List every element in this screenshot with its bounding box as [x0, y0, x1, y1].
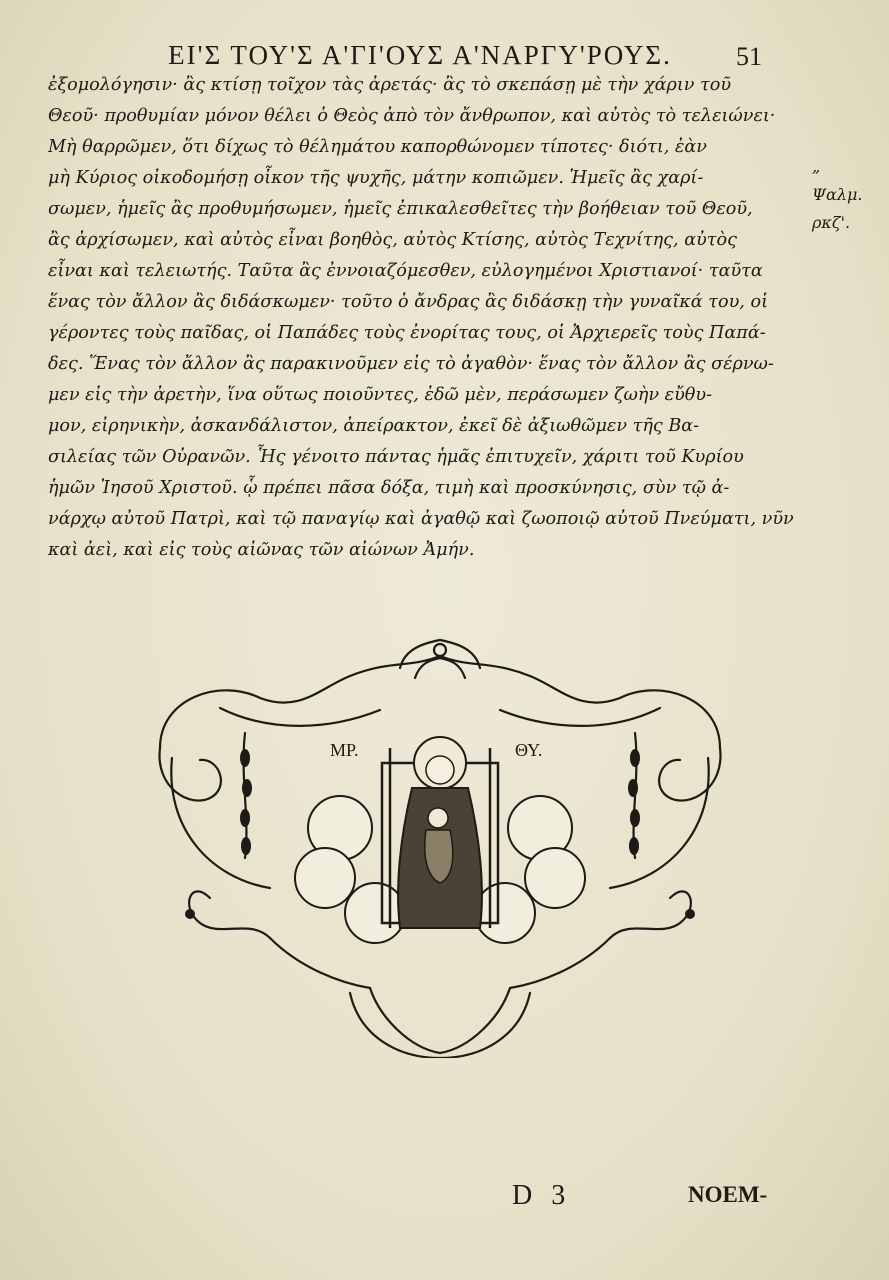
text-line: μον, εἰρηνικὴν, ἀσκανδάλιστον, ἀπείρακτον, ἐκεῖ δὲ ἀξιωθῶμεν τῆς Βα-	[48, 416, 700, 436]
margin-note	[812, 153, 884, 237]
running-header: ΕΙ'Σ ΤΟΥ'Σ Α'ΓΙ'ΟΥΣ Α'ΝΑΡΓΥ'ΡΟΥΣ.	[168, 40, 672, 70]
text-line: σωμεν, ἡμεῖς ἂς προθυμήσωμεν, ἡμεῖς ἐπικαλεσθεῖτες τὴν βοήθειαν τοῦ Θεοῦ,	[48, 199, 753, 219]
text-line: ἕνας τὸν ἄλλον ἂς διδάσκωμεν· τοῦτο ὁ ἄνδρας ἂς διδάσκῃ τὴν γυναῖκά του, οἱ	[48, 292, 768, 312]
margin-note-line: Ψαλμ.	[812, 185, 863, 204]
text-line: μὴ Κύριος οἰκοδομήσῃ οἶκον τῆς ψυχῆς, μάτην κοπιῶμεν. Ἡμεῖς ἂς χαρί-	[48, 168, 704, 188]
page-number: 51	[736, 42, 762, 71]
text-line: ἡμῶν Ἰησοῦ Χριστοῦ. ᾧ πρέπει πᾶσα δόξα, τιμὴ καὶ προσκύνησις, σὺν τῷ ἀ-	[48, 478, 730, 498]
catchword: NOEM-	[688, 1182, 768, 1207]
text-line: σιλείας τῶν Οὐρανῶν. Ἧς γένοιτο πάντας ἡμᾶς ἐπιτυχεῖν, χάριτι τοῦ Κυρίου	[48, 447, 744, 467]
text-line: Μὴ θαρρῶμεν, ὅτι δίχως τὸ θέλημάτου καπορθώνομεν τίποτες· διότι, ἐὰν	[48, 137, 707, 157]
vignette-label-left: ΜΡ.	[330, 740, 359, 760]
margin-quote-mark: „	[812, 157, 821, 176]
virgin-and-child-vignette	[150, 638, 730, 1058]
text-line: ἐξομολόγησιν· ἂς κτίσῃ τοῖχον τὰς ἀρετάς· ἂς τὸ σκεπάσῃ μὲ τὴν χάριν τοῦ	[48, 75, 732, 95]
signature-mark: D 3	[512, 1180, 572, 1211]
vignette-label-right: ΘΥ.	[515, 740, 543, 760]
text-line: γέροντες τοὺς παῖδας, οἱ Παπάδες τοὺς ἐνορίτας τους, οἱ Ἀρχιερεῖς τοὺς Παπά-	[48, 323, 766, 343]
body-text	[48, 70, 800, 566]
text-line: Θεοῦ· προθυμίαν μόνον θέλει ὁ Θεὸς ἀπὸ τὸν ἄνθρωπον, καὶ αὐτὸς τὸ τελειώνει·	[48, 106, 776, 126]
text-line: νάρχῳ αὐτοῦ Πατρὶ, καὶ τῷ παναγίῳ καὶ ἀγαθῷ καὶ ζωοποιῷ αὐτοῦ Πνεύματι, νῦν	[48, 509, 794, 529]
virgin-and-child-icon	[398, 737, 482, 928]
text-line: καὶ ἀεὶ, καὶ εἰς τοὺς αἰῶνας τῶν αἰώνων Ἀμήν.	[48, 540, 475, 560]
margin-note-line: ρκζ'.	[812, 213, 851, 232]
text-line: δες. Ἕνας τὸν ἄλλον ἂς παρακινοῦμεν εἰς τὸ ἀγαθὸν· ἕνας τὸν ἄλλον ἂς σέρνω-	[48, 354, 774, 374]
text-line: ἂς ἀρχίσωμεν, καὶ αὐτὸς εἶναι βοηθὸς, αὐτὸς Κτίσης, αὐτὸς Τεχνίτης, αὐτὸς	[48, 230, 737, 250]
text-line: εἶναι καὶ τελειωτής. Ταῦτα ἂς ἐννοιαζόμεσθεν, εὐλογημένοι Χριστιανοί· ταῦτα	[48, 261, 763, 281]
text-line: μεν εἰς τὴν ἀρετὴν, ἵνα οὕτως ποιοῦντες, ἐδῶ μὲν, περάσωμεν ζωὴν εὔθυ-	[48, 385, 713, 405]
